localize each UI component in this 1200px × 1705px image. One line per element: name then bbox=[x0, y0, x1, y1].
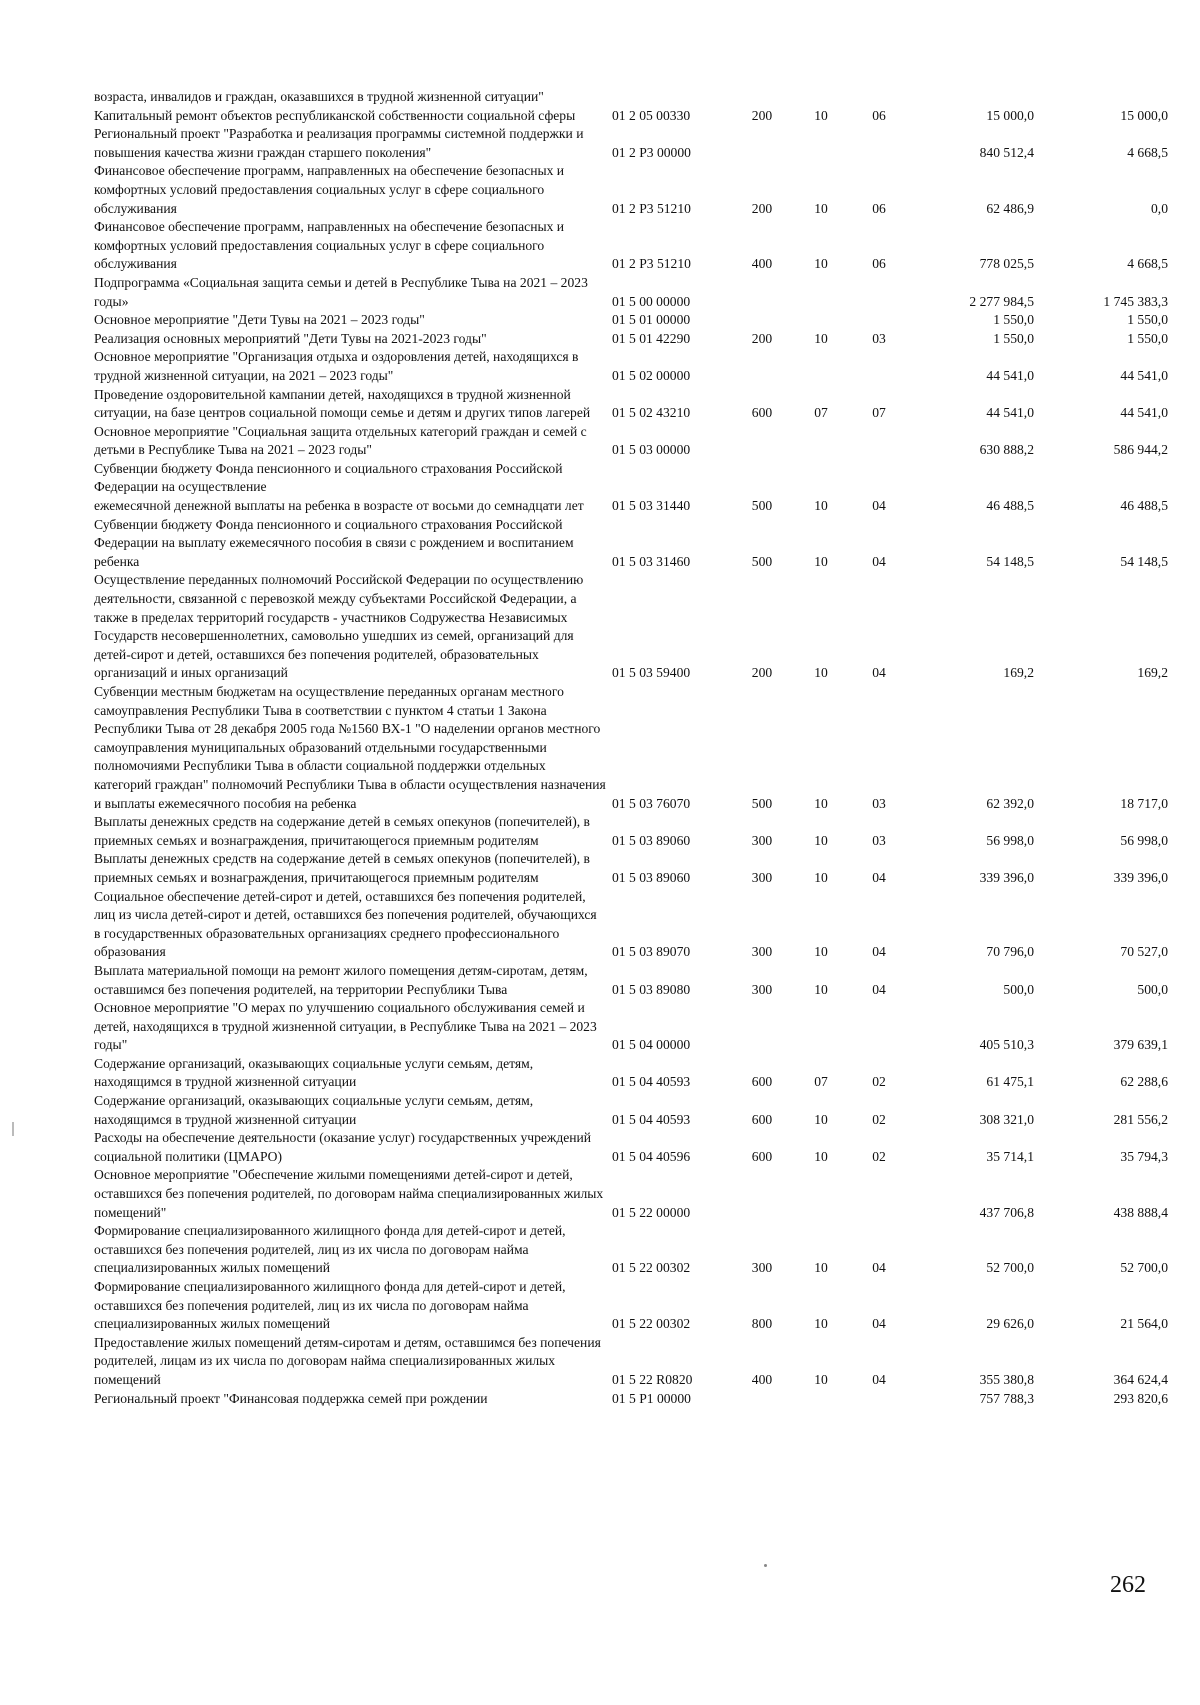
cell-sum2: 379 639,1 bbox=[1113, 1037, 1168, 1053]
table-row bbox=[94, 571, 1168, 683]
table-row bbox=[94, 330, 1168, 349]
cell-sum2: 70 527,0 bbox=[1120, 944, 1168, 960]
cell-sum1: 355 380,8 bbox=[979, 1371, 1034, 1387]
cell-pr bbox=[850, 348, 908, 385]
cell-vr: 200 bbox=[751, 665, 773, 681]
cell-rz: 10 bbox=[814, 1371, 828, 1387]
cell-sum1: 1 550,0 bbox=[993, 330, 1034, 346]
cell-sum2: 18 717,0 bbox=[1120, 795, 1168, 811]
cell-vr: 200 bbox=[751, 200, 773, 216]
cell-code: 01 5 03 89060 bbox=[612, 832, 691, 848]
table-row bbox=[94, 1334, 1168, 1390]
table-row bbox=[94, 348, 1168, 385]
cell-sum2: 4 668,5 bbox=[1127, 144, 1168, 160]
cell-sum2: 500,0 bbox=[1137, 981, 1168, 997]
cell-sum2: 438 888,4 bbox=[1113, 1204, 1168, 1220]
cell-pr: 04 bbox=[872, 981, 886, 997]
cell-rz bbox=[792, 311, 850, 330]
cell-pr: 03 bbox=[872, 330, 886, 346]
cell-vr: 200 bbox=[751, 330, 773, 346]
cell-rz bbox=[792, 348, 850, 385]
scan-speck bbox=[764, 1564, 767, 1567]
cell-vr: 300 bbox=[751, 944, 773, 960]
budget-table-body bbox=[94, 88, 1168, 1408]
cell-vr bbox=[732, 311, 792, 330]
table-row bbox=[94, 162, 1168, 218]
cell-code: 01 5 04 40593 bbox=[612, 1111, 691, 1127]
cell-name: Содержание организаций, оказывающих социальные услуги семьям, детям, находящимся в трудной жизненной ситуации bbox=[94, 1055, 534, 1090]
cell-vr: 500 bbox=[751, 498, 773, 514]
cell-code: 01 5 01 42290 bbox=[612, 330, 691, 346]
cell-pr: 04 bbox=[872, 498, 886, 514]
table-row bbox=[94, 107, 1168, 126]
table-row bbox=[94, 813, 1168, 850]
cell-pr: 04 bbox=[872, 665, 886, 681]
cell-sum1: 35 714,1 bbox=[986, 1148, 1034, 1164]
table-row bbox=[94, 1166, 1168, 1222]
cell-rz: 10 bbox=[814, 200, 828, 216]
cell-code: 01 5 22 00302 bbox=[612, 1316, 691, 1332]
cell-code: 01 5 03 31440 bbox=[612, 498, 691, 514]
cell-sum2: 586 944,2 bbox=[1113, 442, 1168, 458]
cell-name: Капитальный ремонт объектов республиканской собственности социальной сферы bbox=[94, 107, 576, 123]
cell-rz: 10 bbox=[814, 1148, 828, 1164]
cell-sum1: 62 486,9 bbox=[986, 200, 1034, 216]
cell-rz: 10 bbox=[814, 869, 828, 885]
cell-pr: 04 bbox=[872, 1316, 886, 1332]
cell-sum1: 70 796,0 bbox=[986, 944, 1034, 960]
cell-rz bbox=[792, 1166, 850, 1222]
table-row bbox=[94, 1278, 1168, 1334]
cell-sum1: 840 512,4 bbox=[979, 144, 1034, 160]
cell-sum1: 54 148,5 bbox=[986, 553, 1034, 569]
cell-sum2: 1 745 383,3 bbox=[1103, 293, 1168, 309]
table-row bbox=[94, 962, 1168, 999]
cell-code: 01 5 00 00000 bbox=[612, 293, 691, 309]
cell-pr bbox=[850, 423, 908, 460]
cell-code: 01 5 03 31460 bbox=[612, 553, 691, 569]
cell-vr: 400 bbox=[751, 256, 773, 272]
cell-code: 01 5 03 76070 bbox=[612, 795, 691, 811]
table-row bbox=[94, 1092, 1168, 1129]
cell-sum2: 1 550,0 bbox=[1127, 330, 1168, 346]
cell-name: Расходы на обеспечение деятельности (оказание услуг) государственных учреждений социальной политики (ЦМАРО) bbox=[94, 1130, 592, 1164]
cell-pr bbox=[850, 274, 908, 311]
cell-sum1: 1 550,0 bbox=[993, 312, 1034, 328]
cell-code: 01 5 04 00000 bbox=[612, 1037, 691, 1053]
cell-name: Субвенции местным бюджетам на осуществление переданных органам местного самоуправления Республики Тыва в соответствии с пунктом 4 статьи 1 Закона Республики Тыва от 28 декабря 2005 года №1560 ВХ-1 "О наделении органов местного самоуправления муниципальных образований отдельными государственными полномочиями Республики Тыва в области социальной поддержки отдельных категорий граждан" полномочий Республики Тыва в области осуществления назначения и выплаты ежемесячного пособия на ребенка bbox=[94, 684, 606, 811]
cell-pr: 02 bbox=[872, 1074, 886, 1090]
page-number: 262 bbox=[1110, 1572, 1146, 1598]
cell-pr: 04 bbox=[872, 869, 886, 885]
cell-sum1: 437 706,8 bbox=[979, 1204, 1034, 1220]
cell-name: Формирование специализированного жилищного фонда для детей-сирот и детей, оставшихся без попечения родителей, лиц из их числа по договорам найма специализированных жилых помещений bbox=[94, 1279, 566, 1332]
cell-sum2: 339 396,0 bbox=[1113, 869, 1168, 885]
cell-name: Проведение оздоровительной кампании детей, находящихся в трудной жизненной ситуации, на базе центров социальной помощи семье и детям и других типов лагерей bbox=[94, 386, 591, 421]
cell-vr: 600 bbox=[751, 1074, 773, 1090]
cell-pr bbox=[850, 125, 908, 162]
cell-name: Основное мероприятие "Социальная защита отдельных категорий граждан и семей с детьми в Республике Тыва на 2021 – 2023 годы" bbox=[94, 423, 587, 458]
cell-code: 01 5 03 00000 bbox=[612, 442, 691, 458]
cell-pr: 02 bbox=[872, 1148, 886, 1164]
cell-sum2: 44 541,0 bbox=[1120, 405, 1168, 421]
cell-sum1: 757 788,3 bbox=[979, 1390, 1034, 1406]
cell-sum2: 21 564,0 bbox=[1120, 1316, 1168, 1332]
table-row bbox=[94, 1222, 1168, 1278]
cell-vr: 200 bbox=[751, 107, 773, 123]
cell-rz: 07 bbox=[814, 405, 828, 421]
cell-vr: 300 bbox=[751, 981, 773, 997]
cell-pr bbox=[850, 1390, 908, 1409]
cell-pr: 04 bbox=[872, 553, 886, 569]
cell-sum1: 2 277 984,5 bbox=[969, 293, 1034, 309]
cell-name: Осуществление переданных полномочий Российской Федерации по осуществлению деятельности, связанной с перевозкой между субъектами Российской Федерации, а также в пределах территорий государств - участников Содружества Независимых Государств несовершеннолетних, самовольно ушедших из семей, организаций для детей-сирот и детей, оставшихся без попечения родителей, образовательных организаций и иных организаций bbox=[94, 572, 584, 681]
cell-pr: 04 bbox=[872, 944, 886, 960]
cell-vr bbox=[732, 348, 792, 385]
cell-code: 01 5 02 00000 bbox=[612, 367, 691, 383]
cell-pr: 06 bbox=[872, 200, 886, 216]
cell-sum2 bbox=[1044, 88, 1168, 107]
cell-sum1: 44 541,0 bbox=[986, 405, 1034, 421]
cell-rz: 10 bbox=[814, 665, 828, 681]
cell-sum1: 169,2 bbox=[1003, 665, 1034, 681]
table-row bbox=[94, 88, 1168, 107]
cell-rz: 10 bbox=[814, 330, 828, 346]
cell-rz: 10 bbox=[814, 832, 828, 848]
cell-sum1: 46 488,5 bbox=[986, 498, 1034, 514]
cell-pr: 03 bbox=[872, 832, 886, 848]
cell-sum1: 56 998,0 bbox=[986, 832, 1034, 848]
cell-sum2: 364 624,4 bbox=[1113, 1371, 1168, 1387]
cell-rz: 10 bbox=[814, 256, 828, 272]
cell-code: 01 5 03 59400 bbox=[612, 665, 691, 681]
cell-vr bbox=[732, 1390, 792, 1409]
cell-name: Социальное обеспечение детей-сирот и детей, оставшихся без попечения родителей, лиц из числа детей-сирот и детей, оставшихся без попечения родителей, обучающихся в государственных образовательных организациях среднего профессионального образования bbox=[94, 888, 597, 960]
cell-rz bbox=[792, 423, 850, 460]
cell-name: Основное мероприятие "Дети Тувы на 2021 – 2023 годы" bbox=[94, 312, 425, 328]
budget-table bbox=[94, 88, 1168, 1408]
cell-rz bbox=[792, 1390, 850, 1409]
cell-name: Субвенции бюджету Фонда пенсионного и социального страхования Российской Федерации на осуществление ежемесячной денежной выплаты на ребенка в возрасте от восьми до семнадцати лет bbox=[94, 460, 584, 514]
cell-sum2: 169,2 bbox=[1137, 665, 1168, 681]
cell-vr: 600 bbox=[751, 1111, 773, 1127]
cell-name: Финансовое обеспечение программ, направленных на обеспечение безопасных и комфортных условий предоставления социальных услуг в сфере социального обслуживания bbox=[94, 163, 565, 216]
cell-vr: 300 bbox=[751, 1260, 773, 1276]
cell-code: 01 5 P1 00000 bbox=[612, 1390, 691, 1406]
cell-name: Выплаты денежных средств на содержание детей в семьях опекунов (попечителей), в приемных семьях и вознаграждения, причитающегося приемным родителям bbox=[94, 814, 590, 848]
cell-name: Финансовое обеспечение программ, направленных на обеспечение безопасных и комфортных условий предоставления социальных услуг в сфере социального обслуживания bbox=[94, 219, 565, 272]
cell-rz: 10 bbox=[814, 795, 828, 811]
cell-code: 01 5 22 R0820 bbox=[612, 1371, 693, 1387]
cell-rz: 10 bbox=[814, 981, 828, 997]
cell-pr bbox=[850, 311, 908, 330]
cell-sum1: 15 000,0 bbox=[986, 107, 1034, 123]
table-row bbox=[94, 218, 1168, 274]
cell-name: Основное мероприятие "О мерах по улучшению социального обслуживания семей и детей, находящихся в трудной жизненной ситуации, в Республике Тыва на 2021 – 2023 годы" bbox=[94, 1000, 597, 1053]
cell-vr bbox=[732, 125, 792, 162]
cell-code: 01 5 22 00000 bbox=[612, 1204, 691, 1220]
cell-sum2: 44 541,0 bbox=[1120, 367, 1168, 383]
cell-sum1: 778 025,5 bbox=[979, 256, 1034, 272]
table-row bbox=[94, 1390, 1168, 1409]
cell-code bbox=[612, 88, 732, 107]
cell-pr: 03 bbox=[872, 795, 886, 811]
cell-vr: 800 bbox=[751, 1316, 773, 1332]
cell-sum2: 35 794,3 bbox=[1120, 1148, 1168, 1164]
cell-rz: 10 bbox=[814, 944, 828, 960]
cell-vr: 500 bbox=[751, 795, 773, 811]
cell-code: 01 2 P3 00000 bbox=[612, 144, 691, 160]
cell-sum1: 339 396,0 bbox=[979, 869, 1034, 885]
cell-name: возраста, инвалидов и граждан, оказавшихся в трудной жизненной ситуации" bbox=[94, 89, 544, 104]
table-row bbox=[94, 888, 1168, 962]
cell-name: Субвенции бюджету Фонда пенсионного и социального страхования Российской Федерации на выплату ежемесячного пособия в связи с рождением и воспитанием ребенка bbox=[94, 516, 574, 569]
scan-mark bbox=[12, 1122, 14, 1136]
cell-code: 01 2 05 00330 bbox=[612, 107, 691, 123]
cell-vr bbox=[732, 999, 792, 1055]
cell-sum1: 61 475,1 bbox=[986, 1074, 1034, 1090]
cell-name: Основное мероприятие "Обеспечение жилыми помещениями детей-сирот и детей, оставшихся без попечения родителей, по договорам найма специализированных жилых помещений" bbox=[94, 1167, 604, 1220]
cell-rz: 10 bbox=[814, 1260, 828, 1276]
cell-pr: 04 bbox=[872, 1260, 886, 1276]
cell-name: Формирование специализированного жилищного фонда для детей-сирот и детей, оставшихся без попечения родителей, лиц из их числа по договорам найма специализированных жилых помещений bbox=[94, 1223, 566, 1276]
cell-rz: 10 bbox=[814, 107, 828, 123]
cell-pr: 07 bbox=[872, 405, 886, 421]
cell-vr bbox=[732, 88, 792, 107]
cell-code: 01 5 04 40596 bbox=[612, 1148, 691, 1164]
table-row bbox=[94, 460, 1168, 516]
cell-rz: 10 bbox=[814, 498, 828, 514]
cell-pr bbox=[850, 1166, 908, 1222]
cell-vr: 600 bbox=[751, 1148, 773, 1164]
cell-rz bbox=[792, 125, 850, 162]
cell-name: Подпрограмма «Социальная защита семьи и детей в Республике Тыва на 2021 – 2023 годы» bbox=[94, 274, 588, 309]
cell-vr bbox=[732, 1166, 792, 1222]
cell-sum2: 54 148,5 bbox=[1120, 553, 1168, 569]
cell-sum1 bbox=[908, 88, 1044, 107]
cell-name: Предоставление жилых помещений детям-сиротам и детям, оставшимся без попечения родителей, лицам из их числа по договорам найма специализированных жилых помещений bbox=[94, 1334, 601, 1387]
cell-name: Региональный проект "Финансовая поддержка семей при рождении bbox=[94, 1390, 488, 1406]
cell-name: Региональный проект "Разработка и реализация программы системной поддержки и повышения качества жизни граждан старшего поколения" bbox=[94, 126, 584, 160]
cell-sum2: 293 820,6 bbox=[1113, 1390, 1168, 1406]
cell-vr bbox=[732, 423, 792, 460]
cell-rz bbox=[792, 88, 850, 107]
cell-sum1: 630 888,2 bbox=[979, 442, 1034, 458]
cell-name: Основное мероприятие "Организация отдыха и оздоровления детей, находящихся в трудной жизненной ситуации, на 2021 – 2023 годы" bbox=[94, 349, 579, 383]
cell-sum1: 62 392,0 bbox=[986, 795, 1034, 811]
cell-code: 01 5 04 40593 bbox=[612, 1074, 691, 1090]
cell-code: 01 5 22 00302 bbox=[612, 1260, 691, 1276]
cell-pr: 04 bbox=[872, 1371, 886, 1387]
cell-pr: 06 bbox=[872, 256, 886, 272]
table-row bbox=[94, 999, 1168, 1055]
cell-vr: 300 bbox=[751, 832, 773, 848]
cell-code: 01 2 P3 51210 bbox=[612, 200, 691, 216]
cell-sum2: 15 000,0 bbox=[1120, 107, 1168, 123]
cell-sum2: 62 288,6 bbox=[1120, 1074, 1168, 1090]
cell-sum2: 52 700,0 bbox=[1120, 1260, 1168, 1276]
cell-rz: 07 bbox=[814, 1074, 828, 1090]
cell-vr: 400 bbox=[751, 1371, 773, 1387]
cell-rz bbox=[792, 274, 850, 311]
cell-code: 01 5 03 89070 bbox=[612, 944, 691, 960]
table-row bbox=[94, 1055, 1168, 1092]
cell-sum2: 46 488,5 bbox=[1120, 498, 1168, 514]
table-row bbox=[94, 516, 1168, 572]
cell-rz: 10 bbox=[814, 1111, 828, 1127]
cell-rz bbox=[792, 999, 850, 1055]
table-row bbox=[94, 423, 1168, 460]
cell-sum2: 281 556,2 bbox=[1113, 1111, 1168, 1127]
table-row bbox=[94, 274, 1168, 311]
cell-name: Выплата материальной помощи на ремонт жилого помещения детям-сиротам, детям, оставшимся без попечения родителей, на территории Республики Тыва bbox=[94, 962, 588, 997]
table-row bbox=[94, 386, 1168, 423]
cell-sum2: 1 550,0 bbox=[1127, 312, 1168, 328]
cell-vr: 300 bbox=[751, 869, 773, 885]
cell-rz: 10 bbox=[814, 553, 828, 569]
cell-name: Реализация основных мероприятий "Дети Тувы на 2021-2023 годы" bbox=[94, 330, 487, 346]
cell-sum1: 500,0 bbox=[1003, 981, 1034, 997]
cell-sum1: 52 700,0 bbox=[986, 1260, 1034, 1276]
cell-code: 01 5 03 89060 bbox=[612, 869, 691, 885]
cell-code: 01 5 02 43210 bbox=[612, 405, 691, 421]
table-row bbox=[94, 850, 1168, 887]
cell-pr bbox=[850, 88, 908, 107]
table-row bbox=[94, 125, 1168, 162]
cell-sum1: 308 321,0 bbox=[979, 1111, 1034, 1127]
cell-vr: 600 bbox=[751, 405, 773, 421]
cell-sum2: 4 668,5 bbox=[1127, 256, 1168, 272]
table-row bbox=[94, 1129, 1168, 1166]
cell-vr bbox=[732, 274, 792, 311]
cell-code: 01 2 P3 51210 bbox=[612, 256, 691, 272]
cell-code: 01 5 03 89080 bbox=[612, 981, 691, 997]
cell-vr: 500 bbox=[751, 553, 773, 569]
cell-pr: 06 bbox=[872, 107, 886, 123]
cell-sum1: 405 510,3 bbox=[979, 1037, 1034, 1053]
cell-code: 01 5 01 00000 bbox=[612, 312, 691, 328]
cell-sum1: 29 626,0 bbox=[986, 1316, 1034, 1332]
cell-sum1: 44 541,0 bbox=[986, 367, 1034, 383]
table-row bbox=[94, 311, 1168, 330]
cell-name: Выплаты денежных средств на содержание детей в семьях опекунов (попечителей), в приемных семьях и вознаграждения, причитающегося приемным родителям bbox=[94, 851, 590, 885]
cell-name: Содержание организаций, оказывающих социальные услуги семьям, детям, находящимся в трудной жизненной ситуации bbox=[94, 1093, 534, 1127]
cell-rz: 10 bbox=[814, 1316, 828, 1332]
cell-sum2: 0,0 bbox=[1151, 200, 1168, 216]
table-row bbox=[94, 683, 1168, 813]
cell-pr bbox=[850, 999, 908, 1055]
cell-pr: 02 bbox=[872, 1111, 886, 1127]
cell-sum2: 56 998,0 bbox=[1120, 832, 1168, 848]
